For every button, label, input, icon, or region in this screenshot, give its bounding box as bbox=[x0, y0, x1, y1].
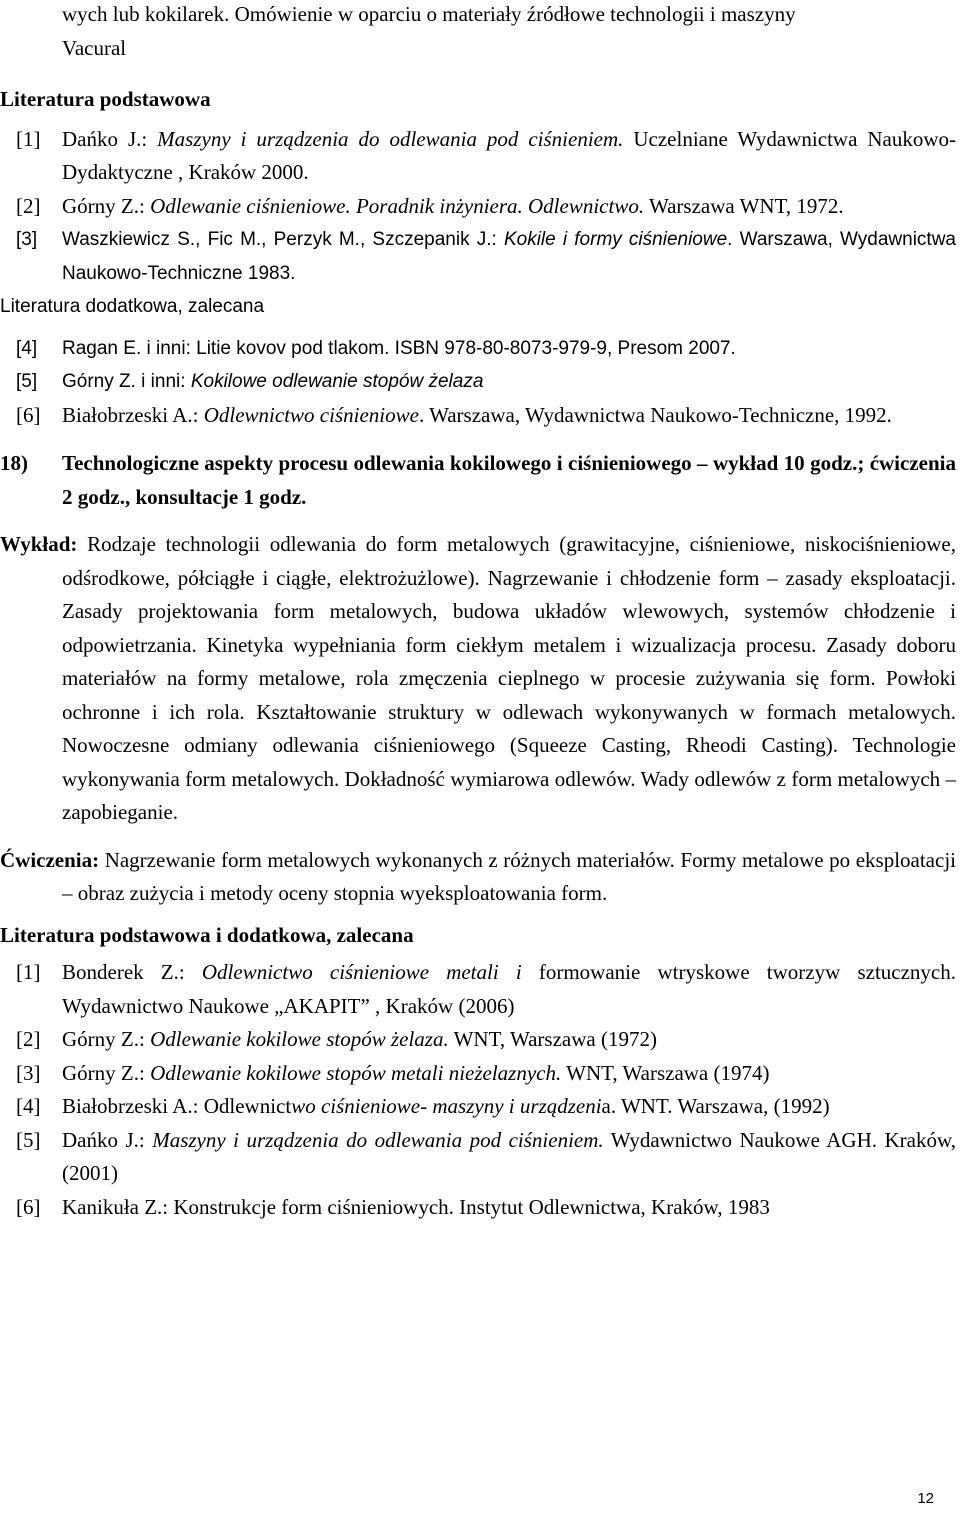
reference-list-combined bbox=[0, 956, 956, 1224]
reference-number: [3] bbox=[16, 229, 38, 250]
reference-item bbox=[0, 1023, 956, 1057]
reference-rest: Instytut Odlewnictwa, Kraków, 1983 bbox=[453, 1194, 770, 1219]
reference-title: Kokilowe odlewanie stopów żelaza bbox=[190, 371, 484, 392]
section-number: 18) bbox=[0, 451, 28, 475]
reference-rest: a. WNT. Warszawa, (1992) bbox=[601, 1094, 830, 1118]
reference-rest: . Warszawa, Wydawnictwa Naukowo-Techniczne, 1992. bbox=[418, 402, 892, 427]
reference-author: Dańko J.: bbox=[62, 126, 158, 151]
reference-item bbox=[0, 332, 956, 366]
reference-number: [4] bbox=[16, 337, 38, 359]
exercises-text: Nagrzewanie form metalowych wykonanych z różnych materiałów. Formy metalowe po eksploatacji – obraz zużycia i metody oceny stopnia wyeksploatowania form. bbox=[62, 847, 956, 905]
reference-item bbox=[0, 365, 956, 399]
reference-author: Górny Z.: bbox=[62, 1060, 151, 1085]
reference-rest: WNT, Warszawa (1972) bbox=[448, 1027, 657, 1051]
reference-author: Dańko J.: bbox=[62, 1127, 153, 1152]
reference-author: Bonderek Z.: bbox=[62, 960, 202, 984]
reference-title: Odlewanie kokilowe stopów żelaza. bbox=[150, 1027, 449, 1051]
reference-item bbox=[0, 1191, 956, 1225]
reference-text bbox=[62, 123, 956, 190]
reference-title: Maszyny i urządzenia do odlewania pod ciśnieniem. bbox=[152, 1127, 604, 1152]
exercises-label: Ćwiczenia: bbox=[0, 847, 100, 872]
reference-item bbox=[0, 223, 956, 290]
reference-author: Kanikuła Z.: Konstrukcje form ciśnieniowych. bbox=[62, 1194, 454, 1219]
reference-author: Waszkiewicz S., Fic M., Perzyk M., Szczepanik J.: bbox=[62, 229, 504, 250]
reference-title: wo ciśnieniowe- maszyny i urządzeni bbox=[291, 1094, 602, 1118]
reference-text bbox=[62, 223, 956, 290]
section-18-heading bbox=[0, 447, 956, 514]
reference-number: [1] bbox=[16, 126, 41, 151]
reference-number: [1] bbox=[16, 960, 41, 984]
heading-literatura-podstawowa: Literatura podstawowa bbox=[0, 87, 211, 111]
reference-item bbox=[0, 190, 956, 224]
reference-item bbox=[0, 123, 956, 190]
heading-literatura-dodatkowa: Literatura dodatkowa, zalecana bbox=[0, 296, 265, 317]
reference-author: Górny Z.: bbox=[62, 193, 151, 218]
reference-title: Odlewnictwo ciśnieniowe bbox=[203, 402, 419, 427]
reference-rest: . Warszawa, Wydawnictwa Naukowo-Techniczne 1983. bbox=[62, 229, 956, 284]
reference-text bbox=[62, 1023, 956, 1057]
reference-number: [5] bbox=[16, 371, 38, 392]
reference-title: Odlewanie kokilowe stopów metali nieżelaznych. bbox=[150, 1060, 562, 1085]
reference-item bbox=[0, 1090, 956, 1124]
page-number: 12 bbox=[917, 1490, 934, 1507]
reference-rest: ISBN 978-80-8073-979-9, Presom 2007. bbox=[389, 337, 736, 359]
reference-number: [3] bbox=[16, 1060, 41, 1085]
reference-author: Białobrzeski A.: bbox=[62, 402, 204, 427]
lecture-text: Rodzaje technologii odlewania do form metalowych (grawitacyjne, ciśnieniowe, niskociśnieniowe, odśrodkowe, półciągłe i ciągłe, elektrożużlowe). Nagrzewanie i chłodzenie form – zasady eksploatacji. Zasady projektowania form metalowych, budowa układów wlewowych, systemów chłodzenie i odpowietrzania. Kinetyka wypełniania form ciekłym metalem i wizualizacja procesu. Zasady doboru materiałów na formy metalowe, rola zmęczenia cieplnego w procesie zużywania się form. Powłoki ochronne i ich rola. Kształtowanie struktury w odlewach wykonywanych w formach metalowych. Nowoczesne odmiany odlewania ciśnieniowego (Squeeze Casting, Rheodi Casting). Technologie wykonywania form metalowych. Dokładność wymiarowa odlewów. Wady odlewów z form metalowych – zapobieganie. bbox=[62, 532, 956, 824]
reference-list-additional bbox=[0, 332, 956, 433]
reference-text bbox=[62, 399, 956, 433]
reference-author: Białobrzeski A.: Odlewnict bbox=[62, 1094, 292, 1118]
reference-rest: WNT, Warszawa (1974) bbox=[561, 1060, 770, 1085]
reference-number: [6] bbox=[16, 1194, 41, 1219]
intro-line-2: Vacural bbox=[62, 35, 127, 60]
reference-rest: Warszawa WNT, 1972. bbox=[644, 193, 844, 218]
reference-item bbox=[0, 399, 956, 433]
reference-title: Kokile i formy ciśnieniowe bbox=[503, 229, 728, 250]
lecture-paragraph bbox=[0, 528, 956, 830]
reference-number: [2] bbox=[16, 193, 41, 218]
reference-author: Ragan E. i inni: bbox=[62, 337, 197, 359]
reference-author: Górny Z.: bbox=[62, 1027, 151, 1051]
section-title: Technologiczne aspekty procesu odlewania kokilowego i ciśnieniowego – wykład 10 godz.; ćwiczenia 2 godz., konsultacje 1 godz. bbox=[62, 451, 956, 509]
reference-text bbox=[62, 956, 956, 1023]
reference-text bbox=[62, 1090, 956, 1124]
reference-text bbox=[62, 332, 956, 366]
reference-text bbox=[62, 1191, 956, 1225]
exercises-paragraph bbox=[0, 844, 956, 911]
reference-item bbox=[0, 956, 956, 1023]
reference-rest: formowanie wtryskowe tworzyw sztucznych. Wydawnictwo Naukowe „AKAPIT” , Kraków (2006) bbox=[62, 960, 956, 1018]
reference-rest: Uczelniane Wydawnictwa Naukowo-Dydaktyczne , Kraków 2000. bbox=[62, 126, 956, 184]
reference-number: [6] bbox=[16, 402, 41, 427]
lecture-label: Wykład: bbox=[0, 532, 78, 556]
reference-author: Górny Z. i inni: bbox=[62, 371, 191, 392]
reference-text bbox=[62, 190, 956, 224]
reference-text bbox=[62, 1057, 956, 1091]
reference-number: [4] bbox=[16, 1094, 41, 1118]
reference-rest: Wydawnictwo Naukowe AGH. Kraków, (2001) bbox=[62, 1127, 956, 1185]
reference-title: Maszyny i urządzenia do odlewania pod ciśnieniem. bbox=[157, 126, 624, 151]
reference-text bbox=[62, 1124, 956, 1191]
reference-text bbox=[62, 365, 956, 399]
reference-item bbox=[0, 1124, 956, 1191]
reference-title: Litie kovov pod tlakom. bbox=[196, 337, 390, 359]
heading-literatura-podstawowa-i-dodatkowa: Literatura podstawowa i dodatkowa, zalecana bbox=[0, 922, 414, 947]
reference-title: Odlewnictwo ciśnieniowe metali i bbox=[201, 960, 522, 984]
reference-item bbox=[0, 1057, 956, 1091]
reference-list-basic bbox=[0, 123, 956, 291]
intro-line-1: wych lub kokilarek. Omówienie w oparciu o materiały źródłowe technologii i maszyny bbox=[62, 2, 796, 26]
reference-number: [2] bbox=[16, 1027, 41, 1051]
reference-title: Odlewanie ciśnieniowe. Poradnik inżyniera. Odlewnictwo. bbox=[150, 193, 645, 218]
reference-number: [5] bbox=[16, 1127, 41, 1152]
